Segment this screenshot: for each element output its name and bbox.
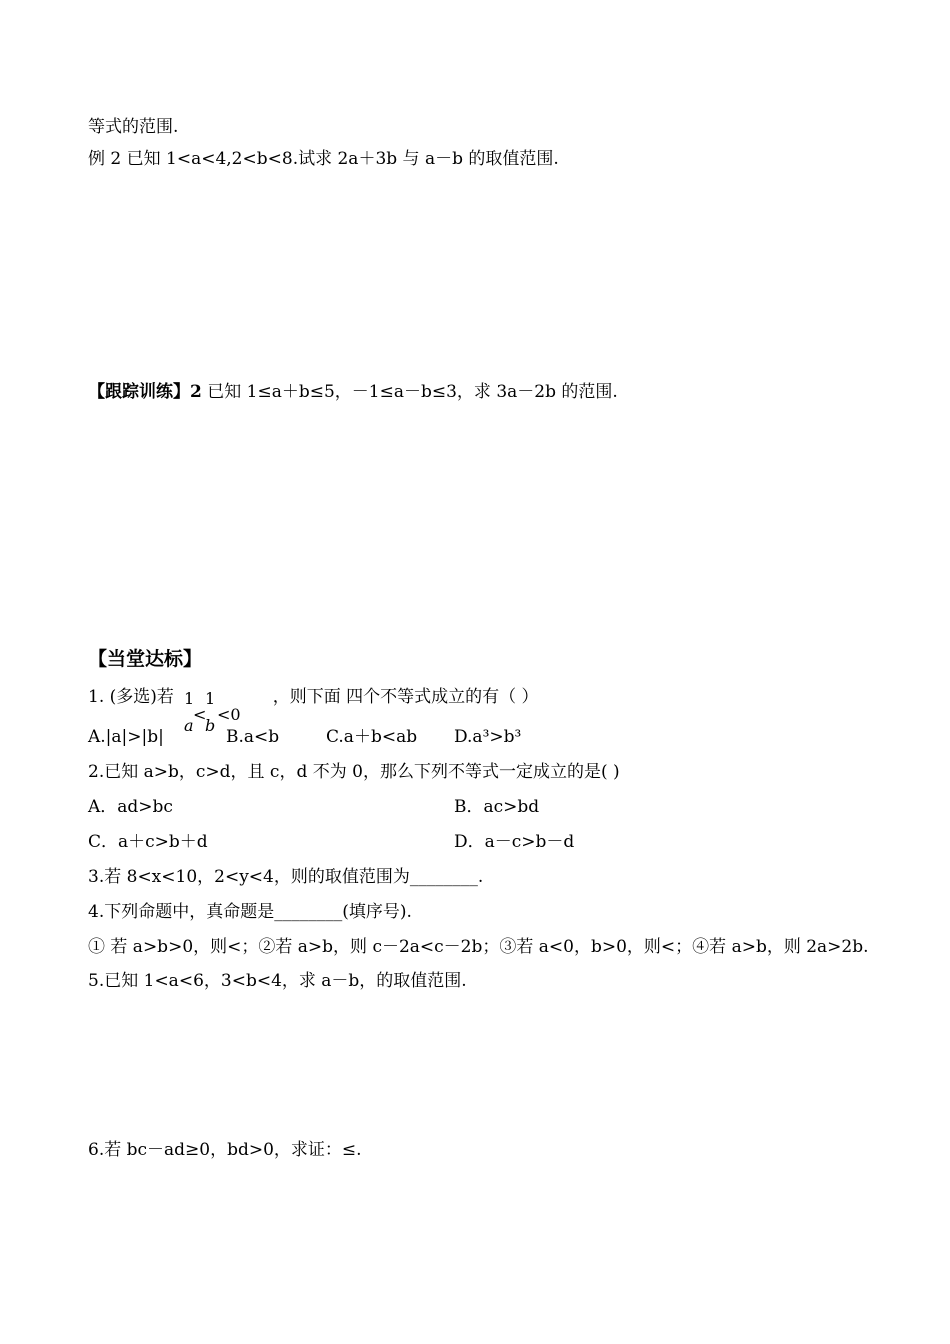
practice-text: 已知 1≤a＋b≤5，－1≤a－b≤3，求 3a－2b 的范围. — [201, 382, 618, 402]
q2-option-a: A．ad>bc — [88, 797, 173, 817]
question-4: 4.下列命题中，真命题是________(填序号). — [88, 902, 412, 922]
q1-option-c: C.a＋b<ab — [326, 727, 418, 747]
frac-den-b: b — [205, 716, 216, 735]
question-1-prefix: 1. (多选)若 — [88, 687, 174, 707]
question-3: 3.若 8<x<10，2<y<4，则的取值范围为________. — [88, 867, 484, 887]
question-6: 6.若 bc－ad≥0，bd>0，求证：≤. — [88, 1140, 362, 1160]
practice-problem — [88, 381, 618, 403]
q1-option-d: D.a³>b³ — [454, 727, 522, 747]
practice-tag: 【跟踪训练】2 — [88, 382, 202, 402]
q2-option-d: D．a－c>b－d — [454, 832, 575, 852]
question-5: 5.已知 1<a<6，3<b<4，求 a－b，的取值范围. — [88, 971, 467, 991]
frac-num-1: 1 — [184, 689, 195, 708]
frac-num-2: 1 — [205, 689, 216, 708]
section-heading: 【当堂达标】 — [88, 648, 203, 670]
question-1 — [88, 686, 539, 708]
question-4-items: ① 若 a>b>0，则<；②若 a>b，则 c－2a<c－2b；③若 a<0，b>0，则<；④若 a>b，则 2a>2b. — [88, 937, 869, 957]
q2-option-b: B．ac>bd — [454, 797, 540, 817]
q1-option-a: A.|a|>|b| — [88, 727, 164, 747]
q1-option-b: B.a<b — [226, 727, 280, 747]
frac-lt-2: <0 — [217, 705, 241, 724]
example-2: 例 2 已知 1<a<4,2<b<8.试求 2a＋3b 与 a－b 的取值范围. — [88, 149, 559, 169]
frac-den-a: a — [184, 716, 194, 735]
question-1-suffix: ，则下面 四个不等式成立的有（ ） — [272, 687, 539, 707]
frac-lt-1: < — [193, 705, 207, 724]
q2-option-c: C．a＋c>b＋d — [88, 832, 208, 852]
continued-text: 等式的范围. — [88, 117, 179, 137]
question-2: 2.已知 a>b，c>d，且 c，d 不为 0，那么下列不等式一定成立的是( ) — [88, 762, 620, 782]
